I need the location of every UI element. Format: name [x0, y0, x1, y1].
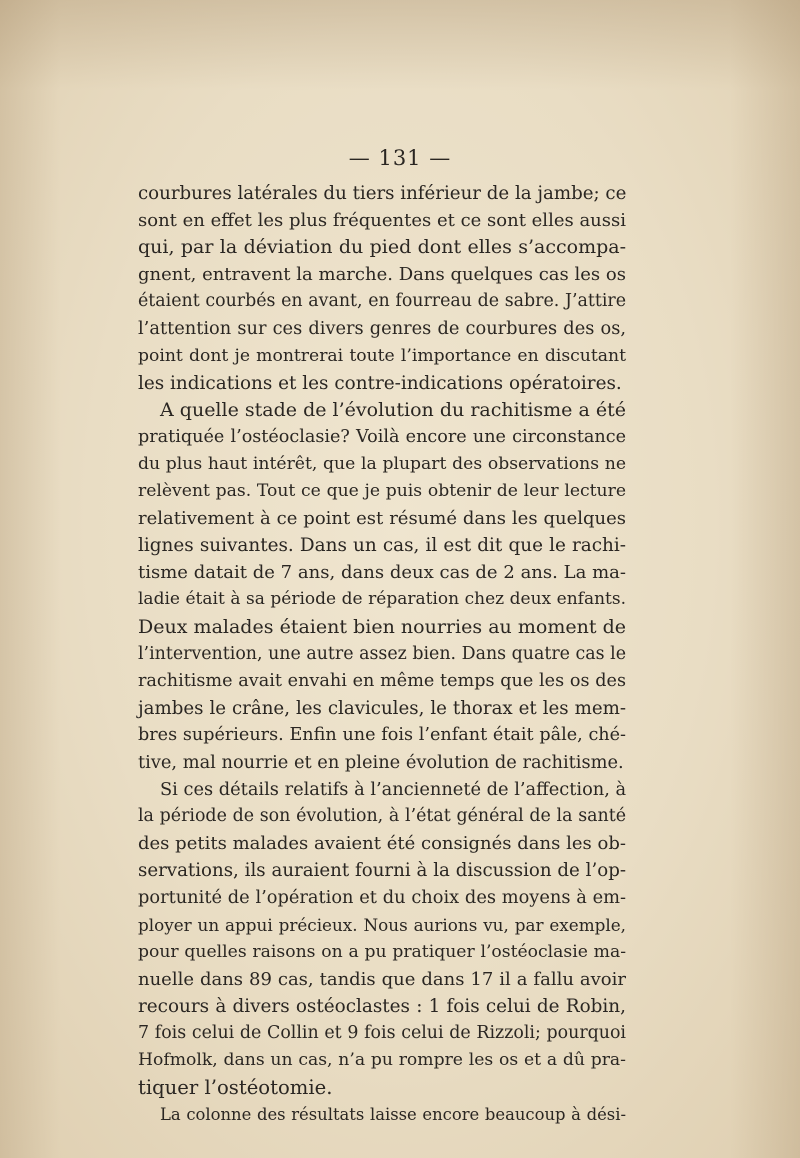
text-line: portunité de l’opération et du choix des moyens à em- [138, 887, 626, 909]
text-line: lignes suivantes. Dans un cas, il est dit que le rachi- [138, 535, 626, 557]
text-line: l’intervention, une autre assez bien. Dans quatre cas le [138, 643, 626, 664]
text-line: ladie était à sa période de réparation chez deux enfants. [138, 589, 626, 610]
text-line: servations, ils auraient fourni à la discussion de l’op- [138, 860, 626, 882]
text-line: La colonne des résultats laisse encore beaucoup à dési- [160, 1105, 626, 1125]
page-shading-right [730, 0, 800, 1158]
text-line: les indications et les contre-indications opératoires. [138, 372, 622, 394]
text-line: jambes le crâne, les clavicules, le thorax et les mem- [138, 697, 626, 719]
text-line: Deux malades étaient bien nourries au moment de [138, 615, 626, 638]
text-line: Si ces détails relatifs à l’ancienneté de l’affection, à [160, 779, 627, 801]
text-line: qui, par la déviation du pied dont elles s’accompa- [138, 236, 626, 259]
text-line: pour quelles raisons on a pu pratiquer l’ostéoclasie ma- [138, 941, 626, 962]
text-line: nuelle dans 89 cas, tandis que dans 17 il a fallu avoir [138, 968, 626, 990]
text-line: du plus haut intérêt, que la plupart des observations ne [138, 453, 626, 474]
text-line: ployer un appui précieux. Nous aurions vu, par exemple, [138, 914, 626, 935]
text-line: la période de son évolution, à l’état général de la santé [138, 806, 626, 827]
text-line: relativement à ce point est résumé dans les quelques [138, 508, 626, 530]
text-line: Hofmolk, dans un cas, n’a pu rompre les os et a dû pra- [138, 1050, 626, 1070]
page-number: — 131 — [348, 146, 452, 170]
text-line: tiquer l’ostéotomie. [138, 1076, 333, 1100]
text-line: sont en effet les plus fréquentes et ce sont elles aussi [138, 210, 626, 232]
text-line: relèvent pas. Tout ce que je puis obtenir de leur lecture [138, 481, 626, 502]
body-text [138, 180, 626, 1128]
text-line: A quelle stade de l’évolution du rachitisme a été [160, 398, 626, 421]
text-line: recours à divers ostéoclastes : 1 fois celui de Robin, [138, 995, 626, 1017]
text-line: l’attention sur ces divers genres de courbures des os, [138, 318, 626, 340]
text-line: gnent, entravent la marche. Dans quelques cas les os [138, 264, 626, 286]
text-line: rachitisme avait envahi en même temps que les os des [138, 670, 626, 691]
text-line: étaient courbés en avant, en fourreau de sabre. J’attire [138, 291, 626, 312]
text-line: tive, mal nourrie et en pleine évolution de rachitisme. [138, 751, 624, 773]
page-shading-top [0, 0, 800, 90]
text-line: courbures latérales du tiers inférieur de la jambe; ce [138, 183, 627, 204]
text-line: 7 fois celui de Collin et 9 fois celui de Rizzoli; pourquoi [138, 1022, 626, 1043]
page-shading-left [0, 0, 60, 1158]
text-line: point dont je montrerai toute l’importance en discutant [138, 345, 626, 366]
text-line: pratiquée l’ostéoclasie? Voilà encore une circonstance [138, 426, 626, 447]
text-line: des petits malades avaient été consignés dans les ob- [138, 833, 626, 855]
text-line: tisme datait de 7 ans, dans deux cas de 2 ans. La ma- [138, 562, 626, 584]
text-line: bres supérieurs. Enfin une fois l’enfant était pâle, ché- [138, 724, 626, 745]
